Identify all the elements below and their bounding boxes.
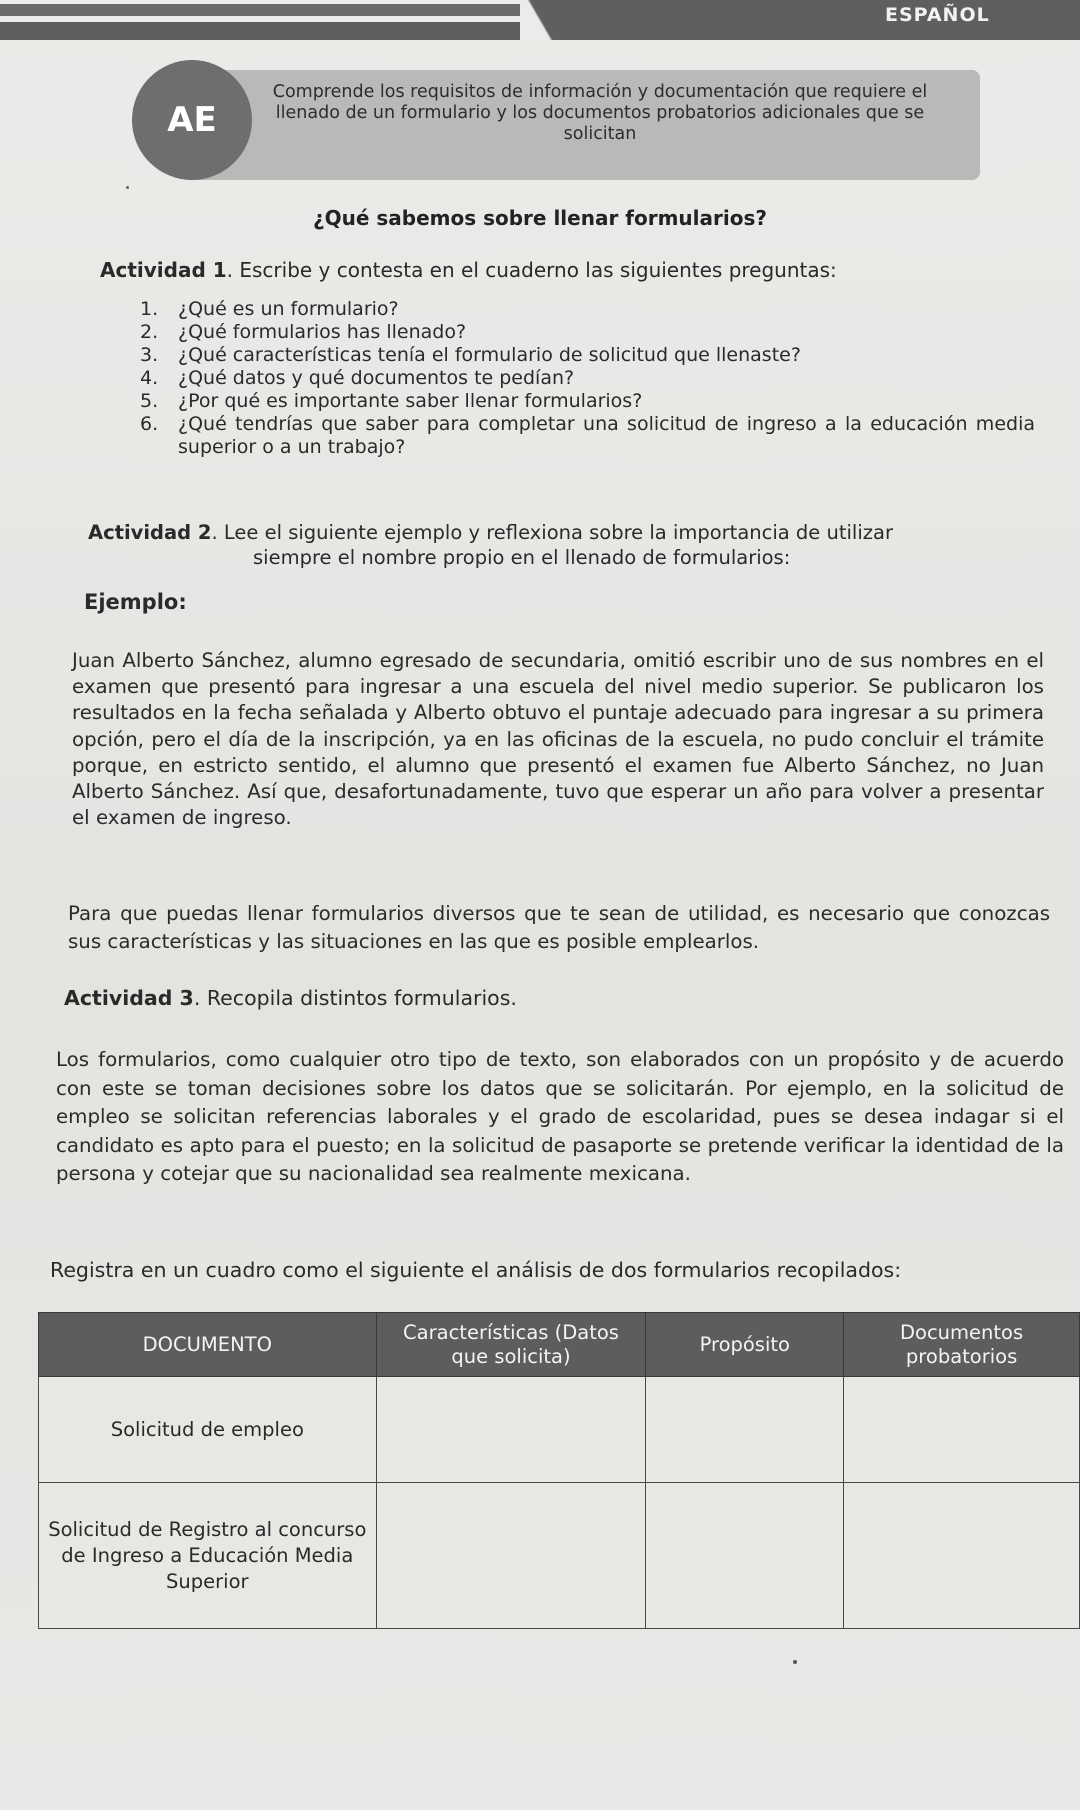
header-caracteristicas: Características (Datos que solicita) bbox=[376, 1313, 646, 1377]
table-cell-empty bbox=[646, 1377, 844, 1483]
table-cell-empty bbox=[844, 1483, 1080, 1629]
paper-speck bbox=[126, 186, 129, 189]
section-title: ¿Qué sabemos sobre llenar formularios? bbox=[313, 206, 767, 230]
activity-2-label: Actividad 2 bbox=[88, 521, 212, 544]
list-item: 3. ¿Qué características tenía el formulario de solicitud que llenaste? bbox=[140, 344, 801, 366]
header-slope bbox=[520, 0, 560, 40]
example-label: Ejemplo: bbox=[84, 590, 187, 614]
header-proposito: Propósito bbox=[646, 1313, 844, 1377]
activity-1-instruction: . Escribe y contesta en el cuaderno las siguientes preguntas: bbox=[226, 258, 837, 282]
table-cell-empty bbox=[646, 1483, 844, 1629]
activity-1-label: Actividad 1 bbox=[100, 258, 227, 282]
header-documento: DOCUMENTO bbox=[39, 1313, 377, 1377]
activity-2-instruction-cont: siempre el nombre propio en el llenado de formularios: bbox=[253, 546, 791, 569]
table-cell-empty bbox=[376, 1377, 646, 1483]
analysis-table bbox=[38, 1312, 1080, 1629]
table-cell-empty bbox=[844, 1377, 1080, 1483]
list-item: 2. ¿Qué formularios has llenado? bbox=[140, 321, 467, 343]
ae-badge: AE bbox=[132, 60, 252, 180]
table-header-row bbox=[39, 1313, 1080, 1377]
question-list bbox=[140, 298, 1035, 459]
list-item: 5. ¿Por qué es importante saber llenar formularios? bbox=[140, 390, 643, 412]
list-item: 6. ¿Qué tendrías que saber para completar una solicitud de ingreso a la educación media superior o a un trabajo? bbox=[140, 413, 1035, 458]
table-instruction: Registra en un cuadro como el siguiente el análisis de dos formularios recopilados: bbox=[50, 1258, 902, 1282]
subject-title: ESPAÑOL bbox=[885, 4, 990, 26]
table-row bbox=[39, 1483, 1080, 1629]
table-row bbox=[39, 1377, 1080, 1483]
list-item: 4. ¿Qué datos y qué documentos te pedían? bbox=[140, 367, 575, 389]
activity-2-instruction: . Lee el siguiente ejemplo y reflexiona sobre la importancia de utilizar bbox=[211, 521, 893, 544]
activity-3-heading bbox=[64, 986, 517, 1010]
header-documentos-probatorios: Documentos probatorios bbox=[844, 1313, 1080, 1377]
activity-1-heading bbox=[100, 258, 1060, 282]
intro-paragraph: Para que puedas llenar formularios diversos que te sean de utilidad, es necesario que conozcas sus características y las situaciones en las que es posible emplearlos. bbox=[68, 902, 1050, 953]
table-cell-document: Solicitud de empleo bbox=[39, 1377, 377, 1483]
table-cell-document: Solicitud de Registro al concurso de Ingreso a Educación Media Superior bbox=[39, 1483, 377, 1629]
learning-goal-text: Comprende los requisitos de información y documentación que requiere el llenado de un formulario y los documentos probatorios adicionales que se solicitan bbox=[272, 82, 928, 144]
list-item: 1. ¿Qué es un formulario? bbox=[140, 298, 399, 320]
paper-speck bbox=[793, 1660, 797, 1664]
activity-3-label: Actividad 3 bbox=[64, 986, 194, 1010]
forms-paragraph: Los formularios, como cualquier otro tipo de texto, son elaborados con un propósito y de acuerdo con este se toman decisiones sobre los datos que se solicitarán. Por ejemplo, en la solicitud de empleo se solicitan referencias laborales y el grado de escolaridad, pues se desea indagar si el candidato es apto para el puesto; en la solicitud de pasaporte se pretende verificar la identidad de la persona y cotejar que su nacionalidad sea realmente mexicana. bbox=[56, 1048, 1064, 1185]
table-cell-empty bbox=[376, 1483, 646, 1629]
activity-2-heading bbox=[88, 520, 1028, 570]
example-paragraph: Juan Alberto Sánchez, alumno egresado de secundaria, omitió escribir uno de sus nombres en el examen que presentó para ingresar a una escuela del nivel medio superior. Se publicaron los resultados en la fecha señalada y Alberto obtuvo el puntaje adecuado para ingresar a su primera opción, pero el día de la inscripción, ya en las oficinas de la escuela, no pudo concluir el trámite porque, en estricto sentido, el alumno que presentó el examen fue Alberto Sánchez, no Juan Alberto Sánchez. Así que, desafortunadamente, tuvo que esperar un año para volver a presentar el examen de ingreso. bbox=[72, 649, 1044, 830]
activity-3-instruction: . Recopila distintos formularios. bbox=[193, 986, 517, 1010]
header-left-stripe bbox=[0, 0, 545, 22]
